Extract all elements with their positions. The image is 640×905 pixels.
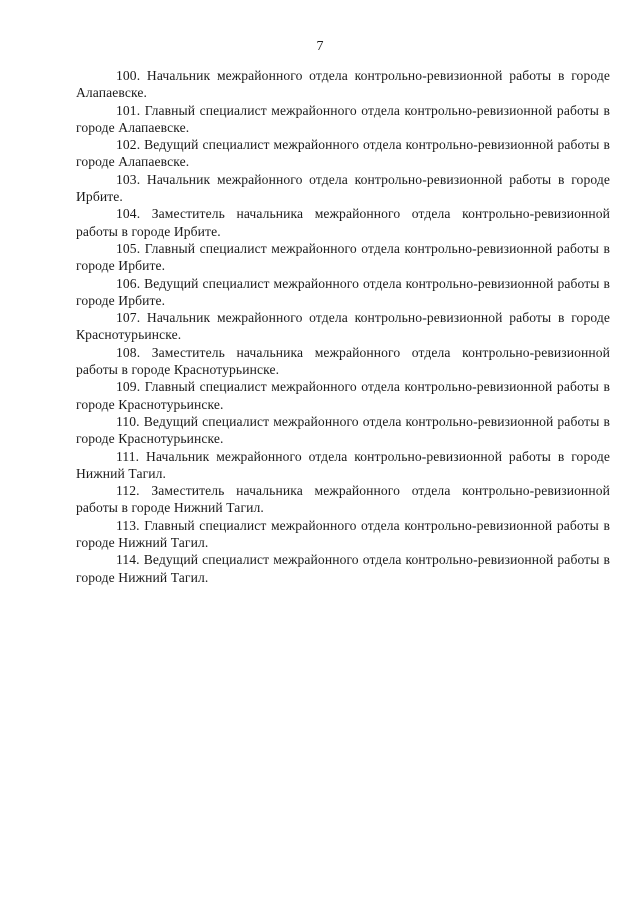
list-item: 111. Начальник межрайонного отдела контрольно-ревизионной работы в городе Нижний Тагил. <box>76 448 610 481</box>
list-item: 110. Ведущий специалист межрайонного отдела контрольно-ревизионной работы в городе Краснотурьинске. <box>76 413 610 447</box>
list-item: 114. Ведущий специалист межрайонного отдела контрольно-ревизионной работы в городе Нижний Тагил. <box>76 552 610 585</box>
list-item: 100. Начальник межрайонного отдела контрольно-ревизионной работы в городе Алапаевске. <box>76 68 610 101</box>
list-item: 107. Начальник межрайонного отдела контрольно-ревизионной работы в городе Краснотурьинске. <box>76 310 610 343</box>
position-list <box>76 67 610 586</box>
list-item: 112. Заместитель начальника межрайонного отдела контрольно-ревизионной работы в городе Нижний Тагил. <box>76 483 610 516</box>
list-item: 108. Заместитель начальника межрайонного отдела контрольно-ревизионной работы в городе Краснотурьинске. <box>76 344 610 378</box>
page-number: 7 <box>316 39 324 54</box>
list-item: 102. Ведущий специалист межрайонного отдела контрольно-ревизионной работы в городе Алапаевске. <box>76 137 610 170</box>
list-item: 106. Ведущий специалист межрайонного отдела контрольно-ревизионной работы в городе Ирбите. <box>76 275 610 308</box>
list-item: 113. Главный специалист межрайонного отдела контрольно-ревизионной работы в городе Нижний Тагил. <box>76 517 610 551</box>
list-item: 101. Главный специалист межрайонного отдела контрольно-ревизионной работы в городе Алапаевске. <box>76 102 610 135</box>
list-item: 105. Главный специалист межрайонного отдела контрольно-ревизионной работы в городе Ирбите. <box>76 240 610 274</box>
list-item: 103. Начальник межрайонного отдела контрольно-ревизионной работы в городе Ирбите. <box>76 171 610 205</box>
list-item: 109. Главный специалист межрайонного отдела контрольно-ревизионной работы в городе Краснотурьинске. <box>76 379 610 412</box>
list-item: 104. Заместитель начальника межрайонного отдела контрольно-ревизионной работы в городе Ирбите. <box>76 206 610 239</box>
